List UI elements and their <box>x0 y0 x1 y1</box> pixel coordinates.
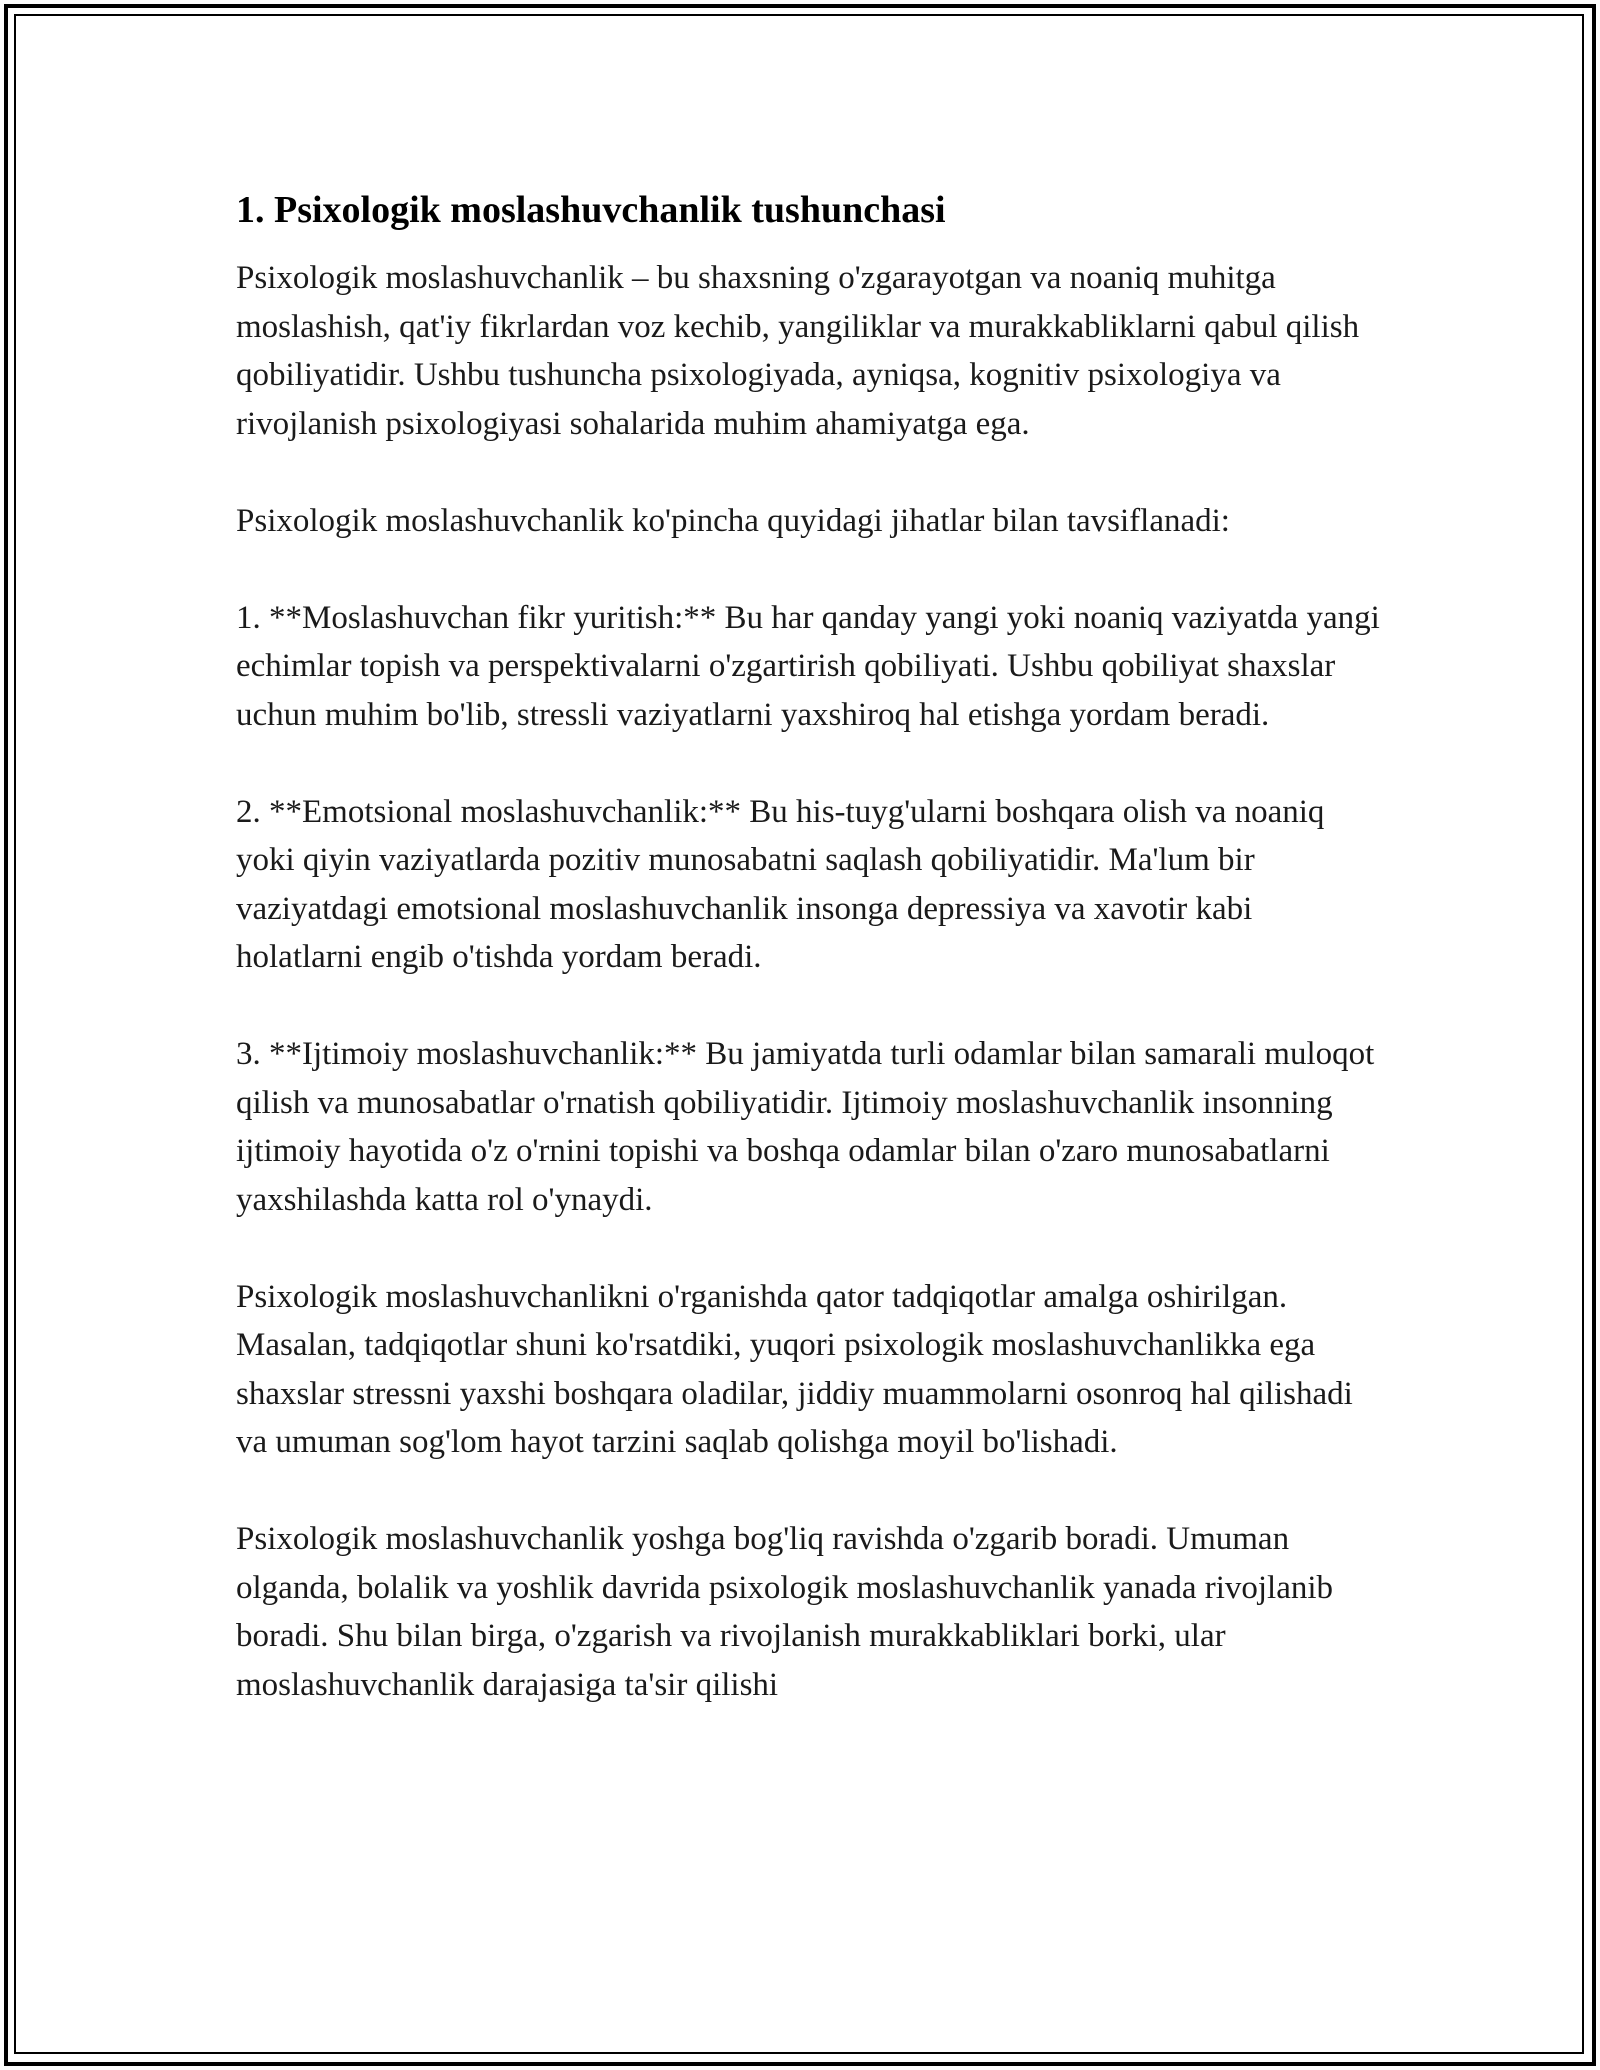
paragraph-intro-list: Psixologik moslashuvchanlik ko'pincha quyidagi jihatlar bilan tavsiflanadi: <box>236 502 1230 539</box>
list-item-social-flexibility: 3. **Ijtimoiy moslashuvchanlik:** Bu jamiyatda turli odamlar bilan samarali muloqot qilish va munosabatlar o'rnatish qobiliyatidir. Ijtimoiy moslashuvchanlik insonning ijtimoiy hayotida o'z o'rnini topishi va boshqa odamlar bilan o'zaro munosabatlarni yaxshilashda katta rol o'ynaydi. <box>236 1036 1375 1218</box>
paragraph-age: Psixologik moslashuvchanlik yoshga bog'liq ravishda o'zgarib boradi. Umuman olganda, bolalik va yoshlik davrida psixologik moslashuvchanlik yanada rivojlanib boradi. Shu bilan birga, o'zgarish va rivojlanish murakkabliklari borki, ular moslashuvchanlik darajasiga ta'sir qilishi <box>236 1521 1334 1703</box>
list-item-flexible-thinking: 1. **Moslashuvchan fikr yuritish:** Bu har qanday yangi yoki noaniq vaziyatda yangi echimlar topish va perspektivalarni o'zgartirish qobiliyati. Ushbu qobiliyat shaxslar uchun muhim bo'lib, stressli vaziyatlarni yaxshiroq hal etishga yordam beradi. <box>236 599 1380 733</box>
section-heading: 1. Psixologik moslashuvchanlik tushunchasi <box>236 189 946 231</box>
document-body <box>236 186 1386 1709</box>
list-item-emotional-flexibility: 2. **Emotsional moslashuvchanlik:** Bu his-tuyg'ularni boshqara olish va noaniq yoki qiyin vaziyatlarda pozitiv munosabatni saqlash qobiliyatidir. Ma'lum bir vaziyatdagi emotsional moslashuvchanlik insonga depressiya va xavotir kabi holatlarni engib o'tishda yordam beradi. <box>236 793 1325 975</box>
paragraph-definition: Psixologik moslashuvchanlik – bu shaxsning o'zgarayotgan va noaniq muhitga moslashish, qat'iy fikrlardan voz kechib, yangiliklar va murakkabliklarni qabul qilish qobiliyatidir. Ushbu tushuncha psixologiyada, ayniqsa, kognitiv psixologiya va rivojlanish psixologiyasi sohalarida muhim ahamiyatga ega. <box>236 260 1360 442</box>
paragraph-research: Psixologik moslashuvchanlikni o'rganishda qator tadqiqotlar amalga oshirilgan. Masalan, tadqiqotlar shuni ko'rsatdiki, yuqori psixologik moslashuvchanlikka ega shaxslar stressni yaxshi boshqara oladilar, jiddiy muammolarni osonroq hal qilishadi va umuman sog'lom hayot tarzini saqlab qolishga moyil bo'lishadi. <box>236 1278 1353 1460</box>
